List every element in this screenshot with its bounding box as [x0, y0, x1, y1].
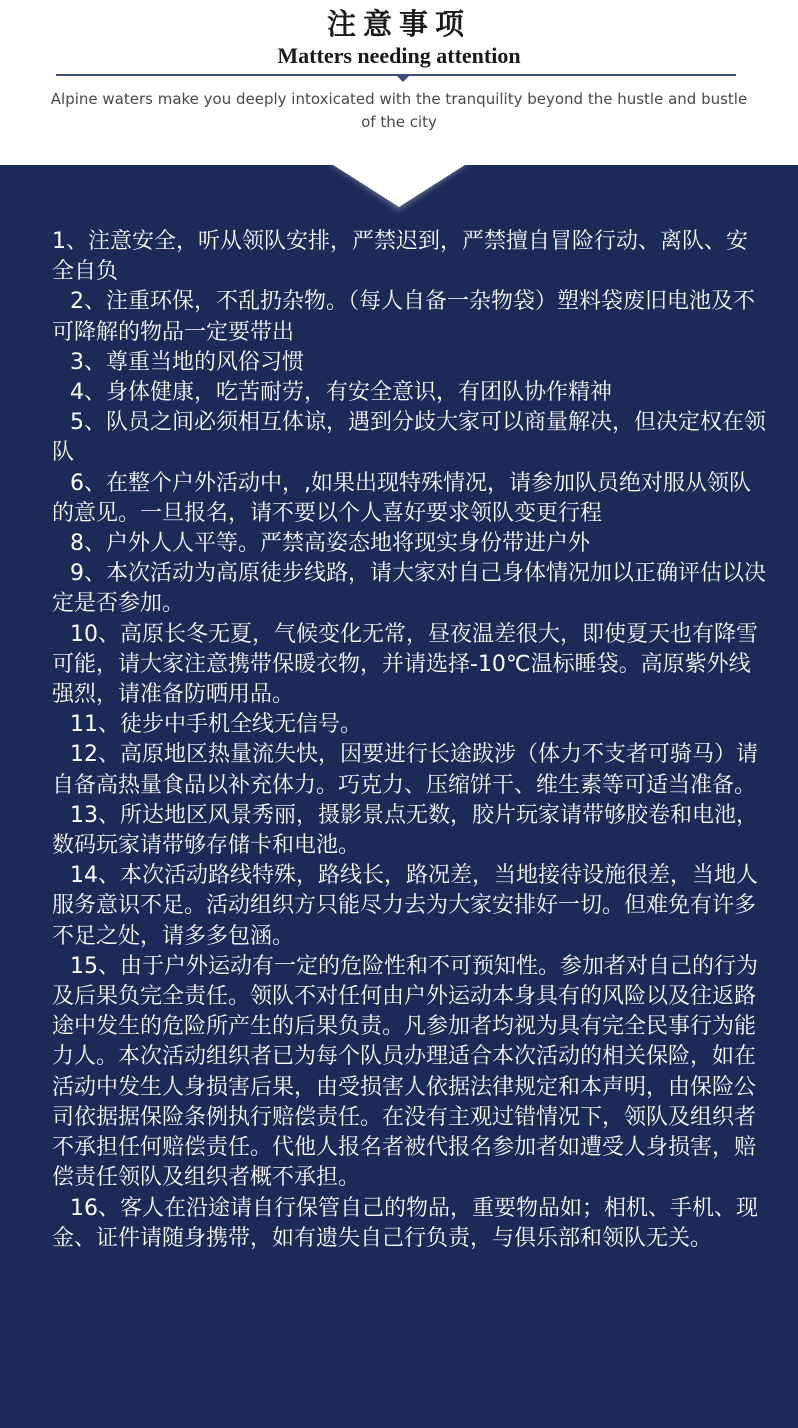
list-item: 2、注重环保，不乱扔杂物。（每人自备一杂物袋）塑料袋废旧电池及不可降解的物品一定要带出 [52, 289, 755, 345]
list-item: 11、徒步中手机全线无信号。 [70, 712, 362, 738]
list-item: 9、本次活动为高原徒步线路，请大家对自己身体情况加以正确评估以决定是否参加。 [52, 561, 766, 617]
list-item: 14、本次活动路线特殊，路线长，路况差，当地接待设施很差，当地人服务意识不足。活动组织方只能尽力去为大家安排好一切。但难免有许多不足之处，请多多包涵。 [52, 863, 758, 949]
list-item: 4、身体健康，吃苦耐劳，有安全意识，有团队协作精神 [70, 380, 612, 406]
page-title: 注意事项 [326, 7, 471, 41]
list-item: 8、户外人人平等。严禁高姿态地将现实身份带进户外 [70, 531, 590, 557]
list-item: 16、客人在沿途请自行保管自己的物品，重要物品如；相机、手机、现金、证件请随身携带，如有遗失自己行负责，与俱乐部和领队无关。 [52, 1195, 758, 1251]
list-item: 3、尊重当地的风俗习惯 [70, 349, 304, 375]
chevron-down-icon [0, 165, 798, 225]
subtitle: Alpine waters make you deeply intoxicated with the tranquility beyond the hustle and bustle of the city [50, 90, 748, 131]
header [0, 0, 798, 165]
list-item: 1、注意安全，听从领队安排，严禁迟到，严禁擅自冒险行动、离队、安全自负 [52, 229, 748, 285]
list-item: 12、高原地区热量流失快，因要进行长途跋涉（体力不支者可骑马）请自备高热量食品以补充体力。巧克力、压缩饼干、维生素等可适当准备。 [52, 742, 758, 798]
list-item: 10、高原长冬无夏，气候变化无常，昼夜温差很大，即使夏天也有降雪可能，请大家注意携带保暖衣物，并请选择-10℃温标睡袋。高原紫外线强烈，请准备防晒用品。 [52, 621, 758, 708]
list-item: 5、队员之间必须相互体谅，遇到分歧大家可以商量解决，但决定权在领队 [52, 410, 766, 466]
list-item: 6、在整个户外活动中，,如果出现特殊情况，请参加队员绝对服从领队的意见。一旦报名，请不要以个人喜好要求领队变更行程 [52, 470, 751, 526]
page-title-english: Matters needing attention [277, 43, 521, 68]
list-item: 15、由于户外运动有一定的危险性和不可预知性。参加者对自己的行为及后果负完全责任。领队不对任何由户外运动本身具有的风险以及往返路途中发生的危险所产生的后果负责。凡参加者均视为具有完全民事行为能力人。本次活动组织者已为每个队员办理适合本次活动的相关保险，如在活动中发生人身损害后果，由受损害人依据法律规定和本声明，由保险公司依据据保险条例执行赔偿责任。在没有主观过错情况下，领队及组织者不承担任何赔偿责任。代他人报名者被代报名参加者如遭受人身损害，赔偿责任领队及组织者概不承担。 [52, 953, 758, 1191]
list-item: 13、所达地区风景秀丽，摄影景点无数，胶片玩家请带够胶卷和电池，数码玩家请带够存储卡和电池。 [52, 802, 758, 859]
divider-notch-icon [395, 74, 411, 82]
notice-list [52, 227, 767, 1254]
notice-panel [0, 165, 798, 1428]
